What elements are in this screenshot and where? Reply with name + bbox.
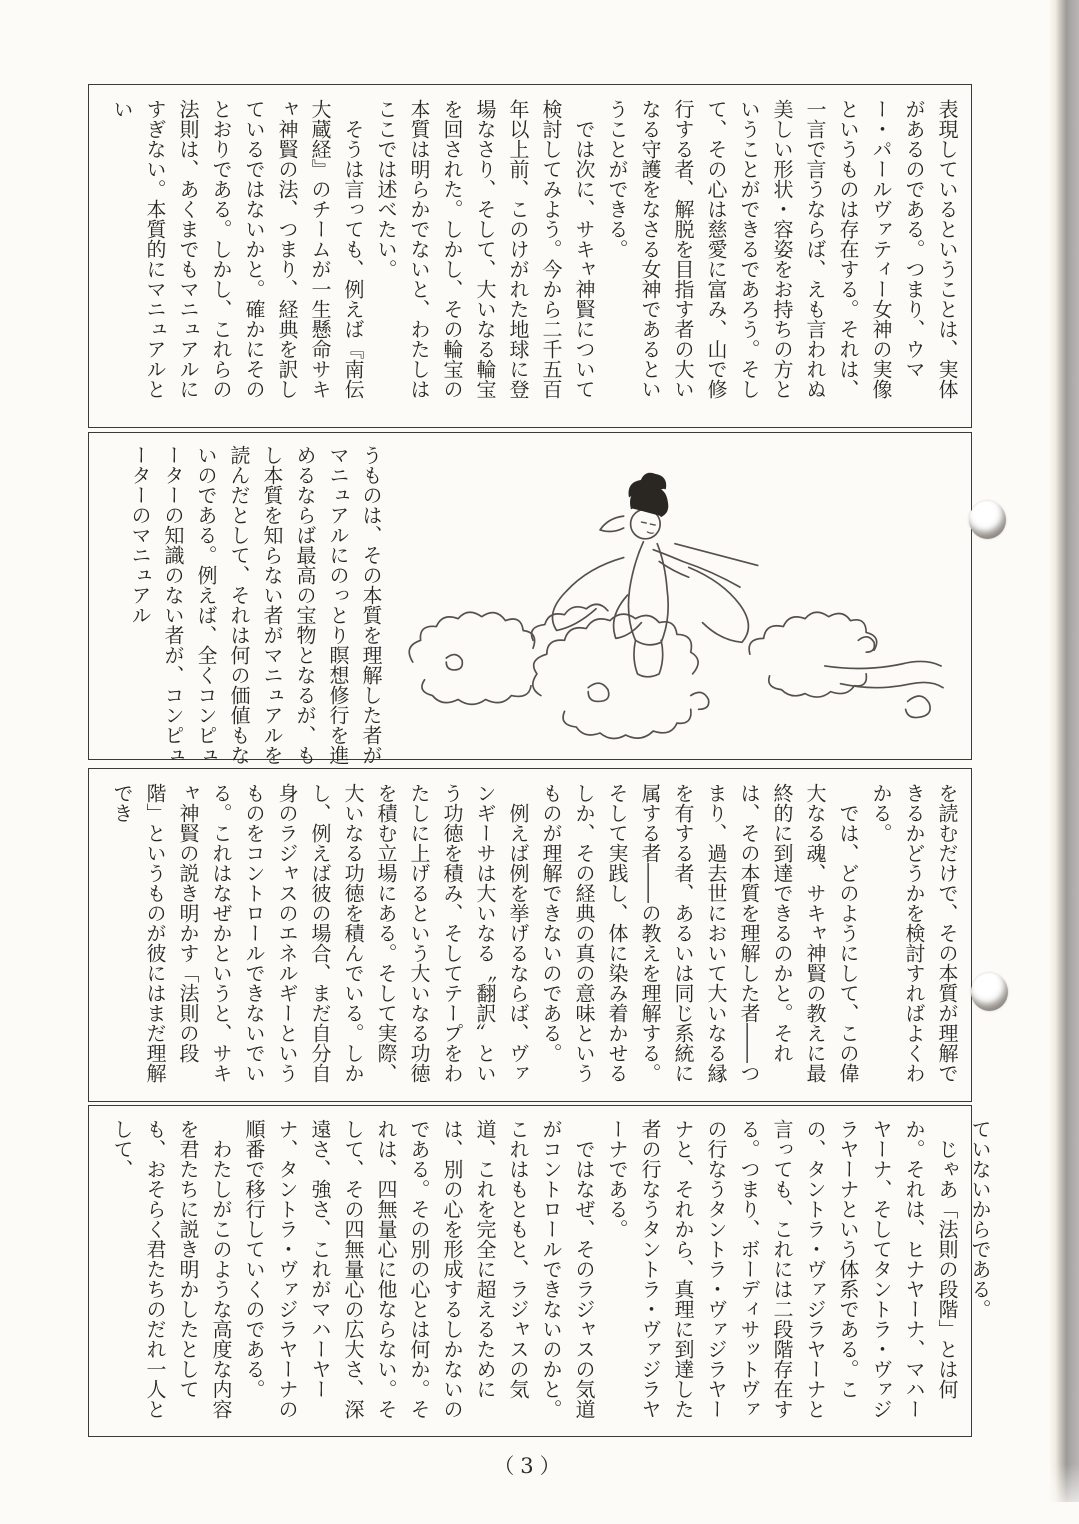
vertical-text-block xyxy=(105,783,963,1087)
paragraph: わたしがこのような高度な内容を君たちに説き明かしたとしても、おそらく君たちのだれ一人として、 xyxy=(110,1119,233,1419)
paragraph: ではなぜ、そのラジャスの気道がコントロールできないのかと。これはもともと、ラジャスの気道、これを完全に超えるためには、別の心を形成するしかないのである。その別の心とは何か。それは、四無量心に他ならない。そして、その四無量心の広大さ、深遠さ、強さ、これがマハーヤーナ、タントラ・ヴァジラヤーナの順番で移行していくのである。 xyxy=(242,1119,596,1419)
binding-hole-top xyxy=(969,501,1006,539)
paper-edge-shadow xyxy=(1049,0,1079,1502)
vertical-text-block xyxy=(105,1119,996,1423)
text-section-2 xyxy=(88,432,972,765)
paragraph: じゃあ「法則の段階」とは何か。それは、ヒナヤーナ、マハーヤーナ、そしてタントラ・ヴァジラヤーナという体系である。この、タントラ・ヴァジラヤーナと言っても、これには二段階存在する。つまり、ボーディサットヴァの行なうタントラ・ヴァジラヤーナと、それから、真理に到達した者の行なうタントラ・ヴァジラヤーナである。 xyxy=(605,1119,959,1419)
cloud-deity-illustration xyxy=(395,447,947,743)
text-section-3 xyxy=(88,768,972,1102)
vertical-text-block xyxy=(105,99,963,413)
page-number: （3） xyxy=(493,1454,567,1478)
paragraph: そうは言っても、例えば『南伝大蔵経』のチームが一生懸命サキャ神賢の法、つまり、経典を訳しているではないかと。確かにそのとおりである。しかし、これらの法則は、あくまでもマニュアルにすぎない。本質的にマニュアルとい xyxy=(110,99,365,399)
binding-hole-bottom xyxy=(971,973,1008,1011)
vertical-text-block xyxy=(105,445,387,771)
paragraph: 表現しているということは、実体があるのである。つまり、ウマー・パールヴァティー女神の実像というものは存在する。それは、一言で言うならば、えも言われぬ美しい形状・容姿をお持ちの方ということができるであろう。そして、その心は慈愛に富み、山で修行する者、解脱を目指す者の大いなる守護をなさる女神であるということができる。 xyxy=(605,99,959,399)
paragraph: 例えば例を挙げるならば、ヴァンギーサは大いなる〝翻訳〟という功徳を積み、そしてテープをわたしに上げるという大いなる功徳を積む立場にある。そして実際、大いなる功徳を積んでいる。しかし、例えば彼の場合、まだ自分自身のラジャスのエネルギーというものをコントロールできないでいる。これはなぜかというと、サキャ神賢の説き明かす「法則の段階」というものが彼にはまだ理解でき xyxy=(110,783,530,1083)
text-section-1 xyxy=(88,84,972,428)
paragraph: を読むだけで、その本質が理解できるかどうかを検討すればよくわかる。 xyxy=(869,783,959,1083)
paragraph: うものは、その本質を理解した者がマニュアルにのっとり瞑想修行を進めるならば最高の宝物となるが、もし本質を知らない者がマニュアルを読んだとして、それは何の価値もないのである。例えば、全くコンピューターの知識のない者が、コンピューターのマニュアル xyxy=(128,445,383,765)
text-section-4 xyxy=(88,1105,992,1437)
celestial-figure-icon xyxy=(395,447,947,743)
paragraph: では、どのようにして、この偉大なる魂、サキャ神賢の教えに最終的に到達できるのかと。それは、その本質を理解した者――つまり、過去世において大いなる縁を有する者、あるいは同じ系統に属する者――の教えを理解する。そして実践し、体に染み着かせるしか、その経典の真の意味というものが理解できないのである。 xyxy=(539,783,860,1083)
paper-edge-fade xyxy=(1049,1464,1079,1524)
paragraph: では次に、サキャ神賢について検討してみよう。今から二千五百年以上前、このけがれた地球に登場なさり、そして、大いなる輪宝を回された。しかし、その輪宝の本質は明らかでないと、わたしはここでは述べたい。 xyxy=(374,99,596,399)
paragraph: ていないからである。 xyxy=(968,1119,992,1319)
